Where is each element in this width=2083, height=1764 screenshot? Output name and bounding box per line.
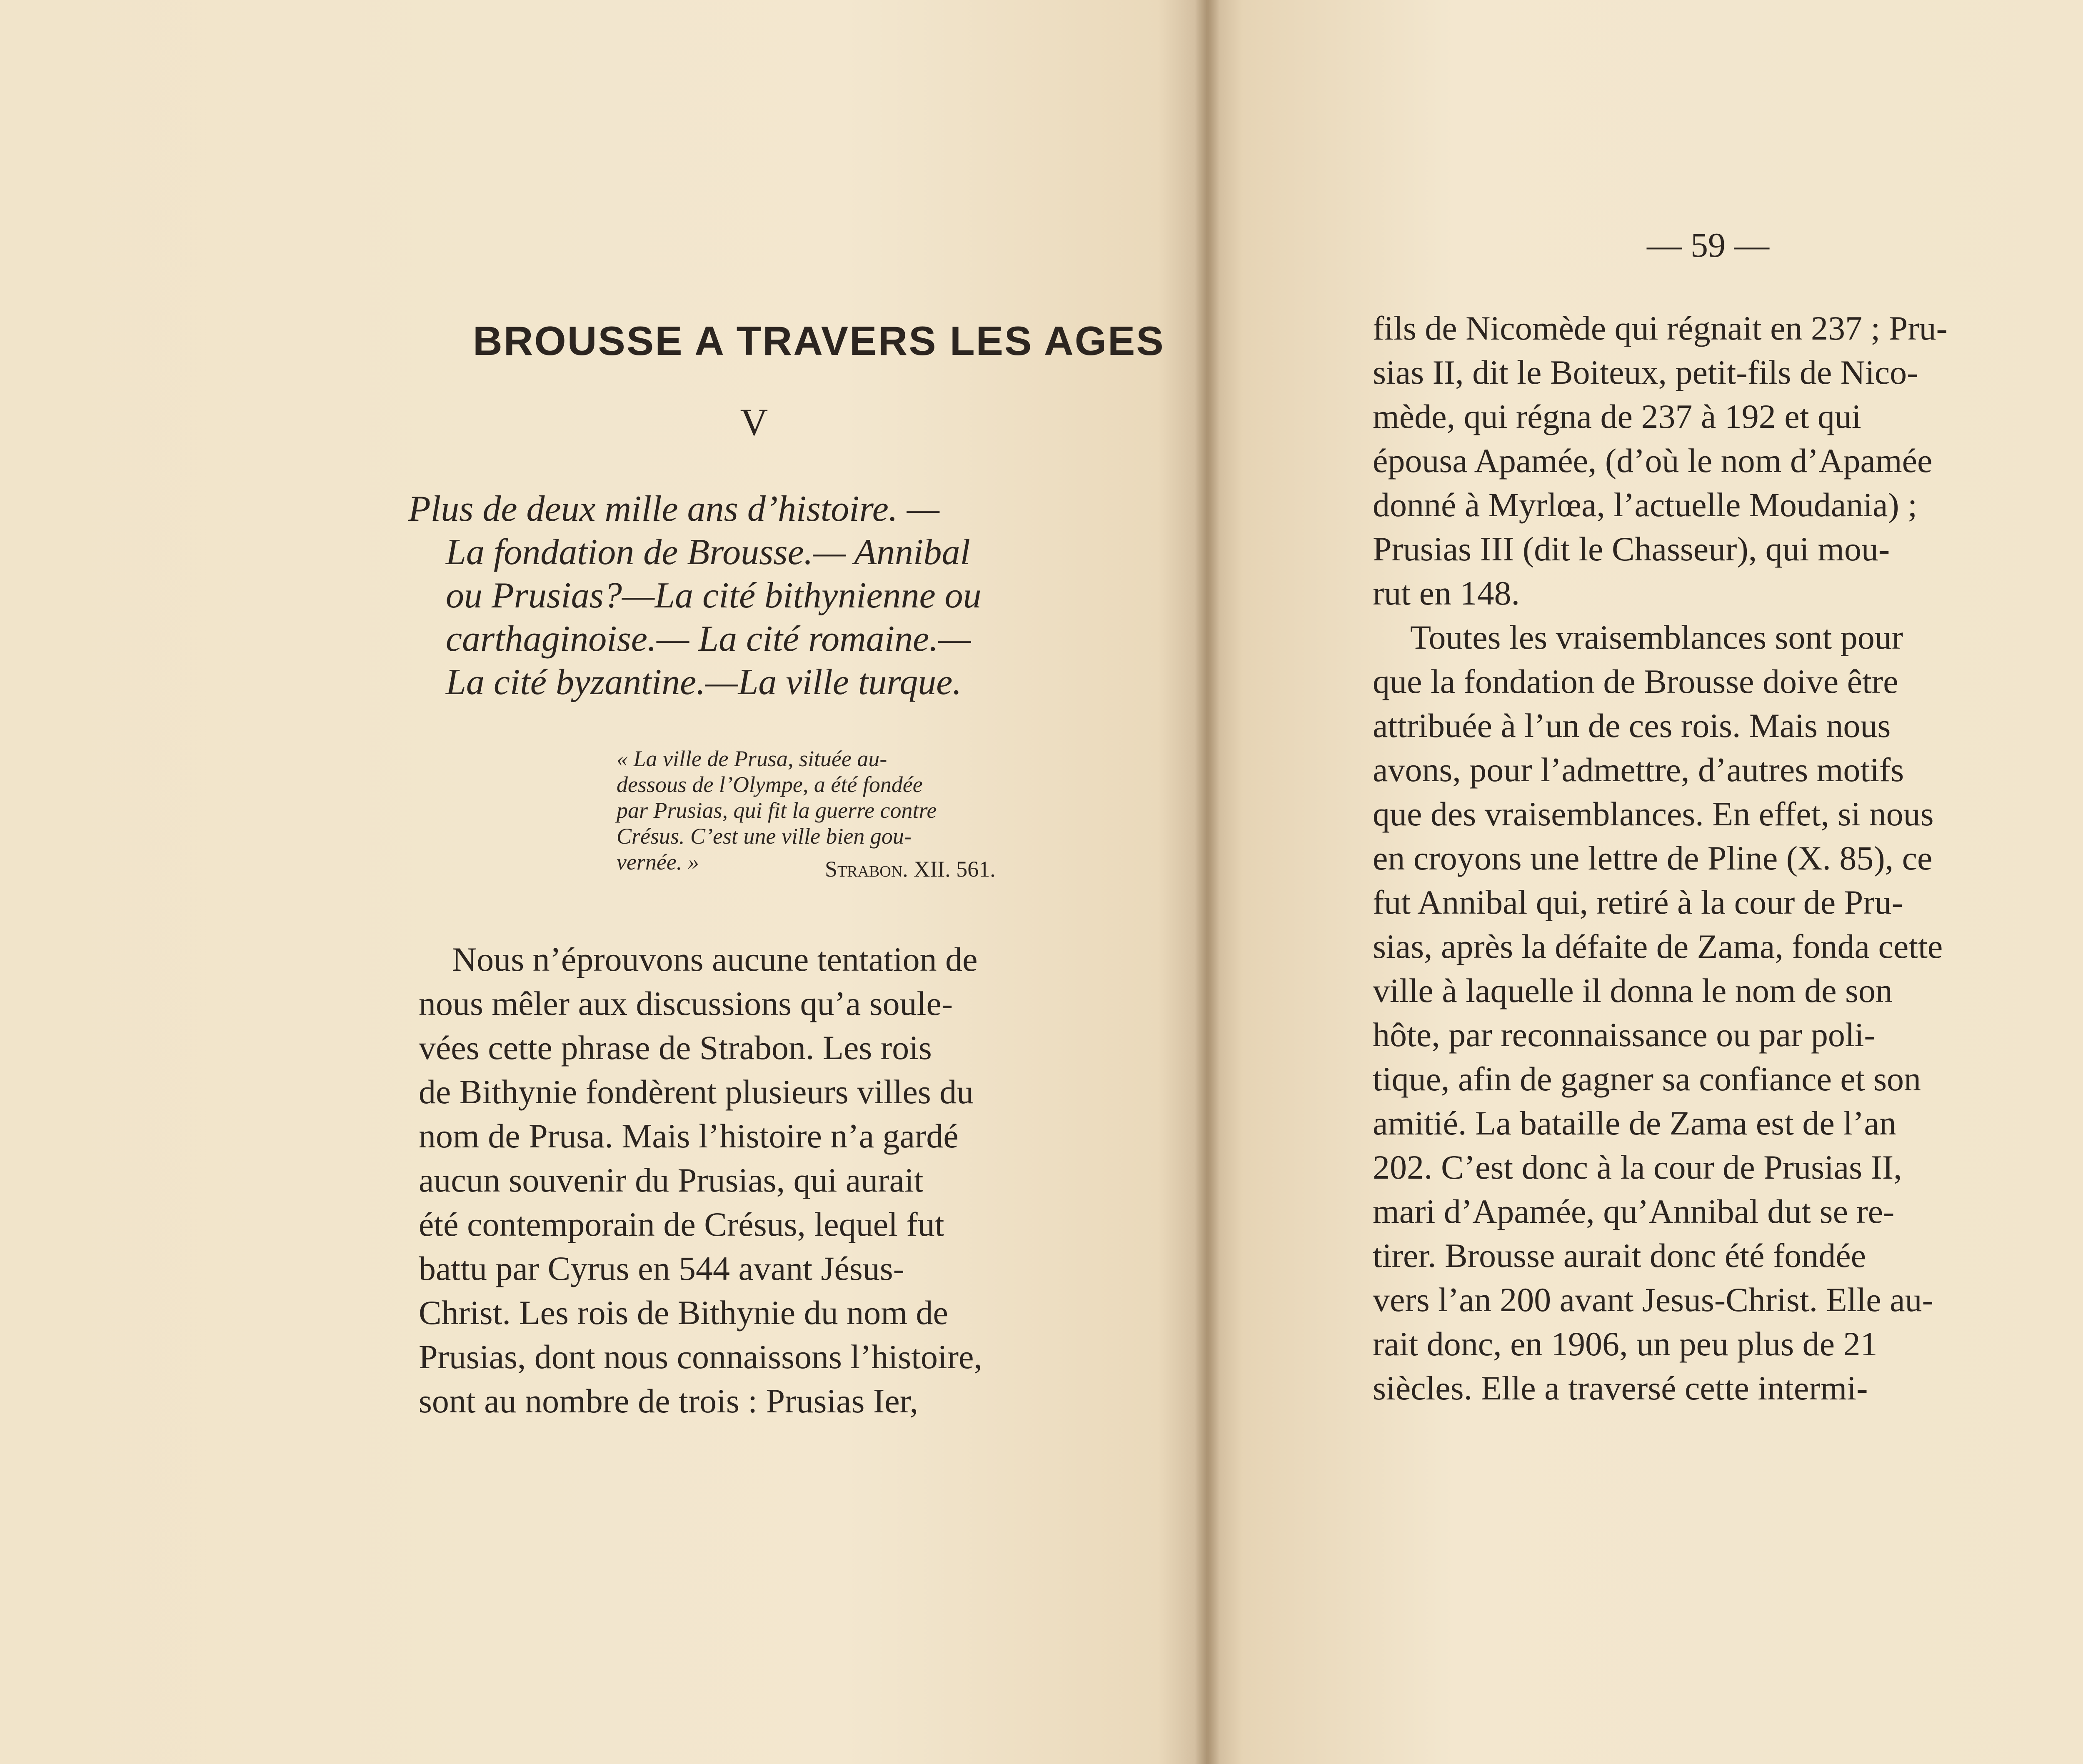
body-line: 202. C’est donc à la cour de Prusias II, bbox=[1373, 1148, 1902, 1186]
body-line: tique, afin de gagner sa confiance et son bbox=[1373, 1060, 1921, 1098]
body-line: sont au nombre de trois : Prusias Ier, bbox=[419, 1382, 919, 1420]
chapter-title: BROUSSE A TRAVERS LES AGES bbox=[473, 318, 1165, 364]
epigraph-line: dessous de l’Olympe, a été fondée bbox=[617, 772, 923, 797]
body-line: vées cette phrase de Strabon. Les rois bbox=[419, 1029, 932, 1067]
body-line: en croyons une lettre de Pline (X. 85), ce bbox=[1373, 839, 1933, 877]
summary-line: La cité byzantine.—La ville turque. bbox=[446, 662, 962, 702]
body-line: vers l’an 200 avant Jesus-Christ. Elle au- bbox=[1373, 1281, 1933, 1319]
body-line: sias, après la défaite de Zama, fonda cette bbox=[1373, 927, 1943, 965]
body-line: épousa Apamée, (d’où le nom d’Apamée bbox=[1373, 442, 1933, 480]
epigraph-source: Strabon. XII. 561. bbox=[825, 857, 996, 882]
body-line: attribuée à l’un de ces rois. Mais nous bbox=[1373, 707, 1891, 745]
body-line: tirer. Brousse aurait donc été fondée bbox=[1373, 1237, 1866, 1274]
summary-line: Plus de deux mille ans d’histoire. — bbox=[408, 489, 940, 529]
body-line: été contemporain de Crésus, lequel fut bbox=[419, 1205, 944, 1243]
body-line: avons, pour l’admettre, d’autres motifs bbox=[1373, 751, 1904, 789]
body-line: hôte, par reconnaissance ou par poli- bbox=[1373, 1016, 1876, 1054]
body-line: amitié. La bataille de Zama est de l’an bbox=[1373, 1104, 1896, 1142]
body-line: Christ. Les rois de Bithynie du nom de bbox=[419, 1294, 948, 1332]
body-line: siècles. Elle a traversé cette intermi- bbox=[1373, 1369, 1868, 1407]
right-body-text bbox=[1373, 306, 2039, 1410]
book-gutter bbox=[1195, 0, 1220, 1764]
body-line: sias II, dit le Boiteux, petit-fils de Nico- bbox=[1373, 353, 1918, 391]
body-line: fut Annibal qui, retiré à la cour de Pru- bbox=[1373, 883, 1903, 921]
body-line: que la fondation de Brousse doive être bbox=[1373, 662, 1898, 700]
body-line: Prusias, dont nous connaissons l’histoire, bbox=[419, 1338, 982, 1376]
body-line: que des vraisemblances. En effet, si nous bbox=[1373, 795, 1934, 833]
body-line: mède, qui régna de 237 à 192 et qui bbox=[1373, 397, 1861, 435]
body-line: rait donc, en 1906, un peu plus de 21 bbox=[1373, 1325, 1878, 1363]
epigraph-line: « La ville de Prusa, située au- bbox=[617, 746, 887, 771]
body-line: nom de Prusa. Mais l’histoire n’a gardé bbox=[419, 1117, 959, 1155]
body-line: battu par Cyrus en 544 avant Jésus- bbox=[419, 1249, 904, 1287]
body-line: de Bithynie fondèrent plusieurs villes du bbox=[419, 1073, 974, 1111]
epigraph-line: Crésus. C’est une ville bien gou- bbox=[617, 824, 912, 849]
body-line: Prusias III (dit le Chasseur), qui mou- bbox=[1373, 530, 1890, 568]
body-line: nous mêler aux discussions qu’a soule- bbox=[419, 984, 953, 1022]
chapter-number: V bbox=[740, 401, 768, 443]
epigraph bbox=[617, 746, 1087, 882]
body-line: mari d’Apamée, qu’Annibal dut se re- bbox=[1373, 1192, 1895, 1230]
summary-line: carthaginoise.— La cité romaine.— bbox=[446, 619, 971, 659]
body-line: fils de Nicomède qui régnait en 237 ; Pru- bbox=[1373, 309, 1948, 347]
body-line: Toutes les vraisemblances sont pour bbox=[1410, 618, 1903, 656]
body-line: rut en 148. bbox=[1373, 574, 1520, 612]
page-number: — 59 — bbox=[1647, 226, 1769, 265]
chapter-summary bbox=[408, 487, 1083, 704]
summary-line: La fondation de Brousse.— Annibal bbox=[446, 532, 970, 572]
summary-line: ou Prusias?—La cité bithynienne ou bbox=[446, 575, 982, 616]
epigraph-line: vernée. » bbox=[617, 850, 699, 875]
epigraph-line: par Prusias, qui fit la guerre contre bbox=[617, 798, 937, 823]
body-line: donné à Myrlœa, l’actuelle Moudania) ; bbox=[1373, 486, 1917, 524]
left-body-text bbox=[419, 937, 1094, 1423]
body-line: ville à laquelle il donna le nom de son bbox=[1373, 972, 1893, 1009]
body-line: aucun souvenir du Prusias, qui aurait bbox=[419, 1161, 924, 1199]
body-line: Nous n’éprouvons aucune tentation de bbox=[452, 940, 978, 978]
